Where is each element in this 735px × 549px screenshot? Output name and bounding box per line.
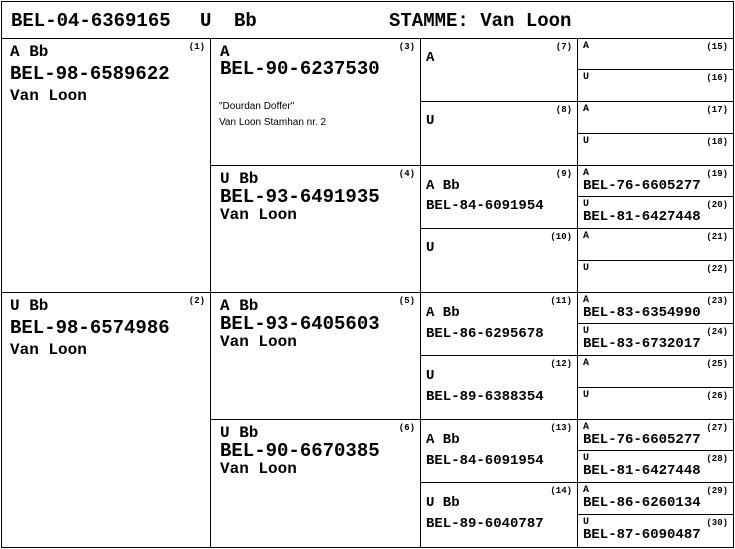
ring-number: BEL-93-6491935	[220, 186, 380, 208]
ring-number: BEL-98-6589622	[10, 63, 170, 85]
sex-color: U	[583, 517, 590, 528]
sex-color: A Bb	[220, 297, 259, 315]
cell-number: (25)	[706, 359, 728, 369]
pigeon-note: Van Loon Stamhan nr. 2	[219, 117, 327, 128]
parent-cell-2	[2, 293, 211, 547]
sex-color: A Bb	[10, 43, 49, 61]
great-grandparent-cell-11	[421, 293, 578, 356]
ancestor-cell-17	[578, 102, 733, 134]
great-grandparent-cell-10	[421, 229, 578, 293]
sex-color: U	[426, 113, 435, 129]
cell-number: (16)	[706, 73, 728, 83]
cell-number: (29)	[706, 486, 728, 496]
ancestor-cell-25	[578, 356, 733, 388]
sex-color: U Bb	[426, 495, 460, 511]
cell-number: (2)	[188, 296, 205, 306]
sex-color: A	[583, 104, 590, 115]
ring-number: BEL-76-6605277	[583, 432, 701, 448]
ring-number: BEL-86-6260134	[583, 495, 701, 511]
ring-number: BEL-90-6237530	[220, 58, 380, 80]
ancestor-cell-16	[578, 70, 733, 102]
cell-number: (3)	[398, 42, 415, 52]
cell-number: (14)	[550, 486, 572, 496]
cell-number: (18)	[706, 137, 728, 147]
cell-number: (9)	[555, 169, 572, 179]
sex-color: A	[583, 422, 590, 433]
cell-number: (26)	[706, 391, 728, 401]
sex-color: A	[426, 50, 435, 66]
ancestor-cell-26	[578, 388, 733, 420]
sex-color: A	[583, 485, 590, 496]
ancestor-cell-24	[578, 324, 733, 356]
ancestor-cell-20	[578, 197, 733, 229]
ring-number: BEL-84-6091954	[426, 198, 544, 214]
sex-color: U	[583, 199, 590, 210]
stamme-label: STAMME: Van Loon	[389, 10, 572, 32]
cell-number: (23)	[706, 296, 728, 306]
pigeon-name: "Dourdan Doffer"	[219, 101, 295, 112]
ring-number: BEL-76-6605277	[583, 178, 701, 194]
parent-cell-1	[2, 39, 211, 293]
great-grandparent-cell-13	[421, 420, 578, 483]
cell-number: (20)	[706, 200, 728, 210]
cell-number: (19)	[706, 169, 728, 179]
sex-color: U	[583, 72, 590, 83]
ring-number: BEL-83-6732017	[583, 336, 701, 352]
ring-number: BEL-93-6405603	[220, 313, 380, 335]
cell-number: (15)	[706, 42, 728, 52]
sex-color: U	[426, 368, 435, 384]
sex-color: U	[583, 326, 590, 337]
ancestor-cell-30	[578, 515, 733, 547]
ring-number: BEL-81-6427448	[583, 463, 701, 479]
cell-number: (11)	[550, 296, 572, 306]
ring-number: BEL-89-6388354	[426, 389, 544, 405]
ancestor-cell-15	[578, 39, 733, 70]
sex-color: A Bb	[426, 305, 460, 321]
sex-color: U Bb	[10, 297, 49, 315]
ancestor-cell-22	[578, 261, 733, 293]
cell-number: (30)	[706, 518, 728, 528]
ring-number: BEL-98-6574986	[10, 317, 170, 339]
cell-number: (17)	[706, 105, 728, 115]
cell-number: (28)	[706, 454, 728, 464]
cell-number: (13)	[550, 423, 572, 433]
ancestor-cell-27	[578, 420, 733, 451]
ancestor-cell-29	[578, 483, 733, 515]
ancestor-cell-23	[578, 293, 733, 324]
subject-sex: U	[200, 10, 212, 32]
sex-color: U	[426, 240, 435, 256]
ring-number: BEL-83-6354990	[583, 305, 701, 321]
subject-ring: BEL-04-6369165	[11, 10, 171, 32]
great-grandparent-cell-8	[421, 102, 578, 166]
cell-number: (1)	[188, 42, 205, 52]
great-grandparent-cell-12	[421, 356, 578, 420]
ancestor-cell-28	[578, 451, 733, 483]
owner: Van Loon	[10, 341, 87, 359]
grandparent-cell-4	[211, 166, 421, 293]
sex-color: A	[583, 168, 590, 179]
cell-number: (21)	[706, 232, 728, 242]
header	[2, 2, 733, 39]
cell-number: (22)	[706, 264, 728, 274]
great-grandparent-cell-9	[421, 166, 578, 229]
sex-color: U Bb	[220, 424, 259, 442]
grandparent-cell-6	[211, 420, 421, 547]
owner: Van Loon	[220, 206, 297, 224]
cell-number: (12)	[550, 359, 572, 369]
ring-number: BEL-86-6295678	[426, 326, 544, 342]
ancestor-cell-18	[578, 134, 733, 166]
ring-number: BEL-90-6670385	[220, 440, 380, 462]
owner: Van Loon	[220, 333, 297, 351]
cell-number: (5)	[398, 296, 415, 306]
great-grandparent-cell-14	[421, 483, 578, 547]
sex-color: U	[583, 390, 590, 401]
sex-color: A Bb	[426, 432, 460, 448]
sex-color: A Bb	[426, 178, 460, 194]
ring-number: BEL-81-6427448	[583, 209, 701, 225]
grandparent-cell-3	[211, 39, 421, 166]
cell-number: (10)	[550, 232, 572, 242]
sex-color: A	[583, 41, 590, 52]
great-grandparent-cell-7	[421, 39, 578, 102]
owner: Van Loon	[220, 460, 297, 478]
sex-color: U	[583, 263, 590, 274]
cell-number: (4)	[398, 169, 415, 179]
sex-color: A	[220, 43, 230, 61]
cell-number: (24)	[706, 327, 728, 337]
sex-color: A	[583, 295, 590, 306]
sex-color: A	[583, 231, 590, 242]
ancestor-cell-21	[578, 229, 733, 261]
cell-number: (7)	[555, 42, 572, 52]
owner: Van Loon	[10, 87, 87, 105]
sex-color: U	[583, 453, 590, 464]
ancestor-cell-19	[578, 166, 733, 197]
grandparent-cell-5	[211, 293, 421, 420]
ring-number: BEL-87-6090487	[583, 527, 701, 543]
sex-color: U Bb	[220, 170, 259, 188]
cell-number: (27)	[706, 423, 728, 433]
sex-color: A	[583, 358, 590, 369]
pedigree-card	[1, 1, 734, 548]
ring-number: BEL-89-6040787	[426, 516, 544, 532]
subject-color: Bb	[234, 10, 257, 32]
cell-number: (8)	[555, 105, 572, 115]
ring-number: BEL-84-6091954	[426, 453, 544, 469]
sex-color: U	[583, 136, 590, 147]
cell-number: (6)	[398, 423, 415, 433]
